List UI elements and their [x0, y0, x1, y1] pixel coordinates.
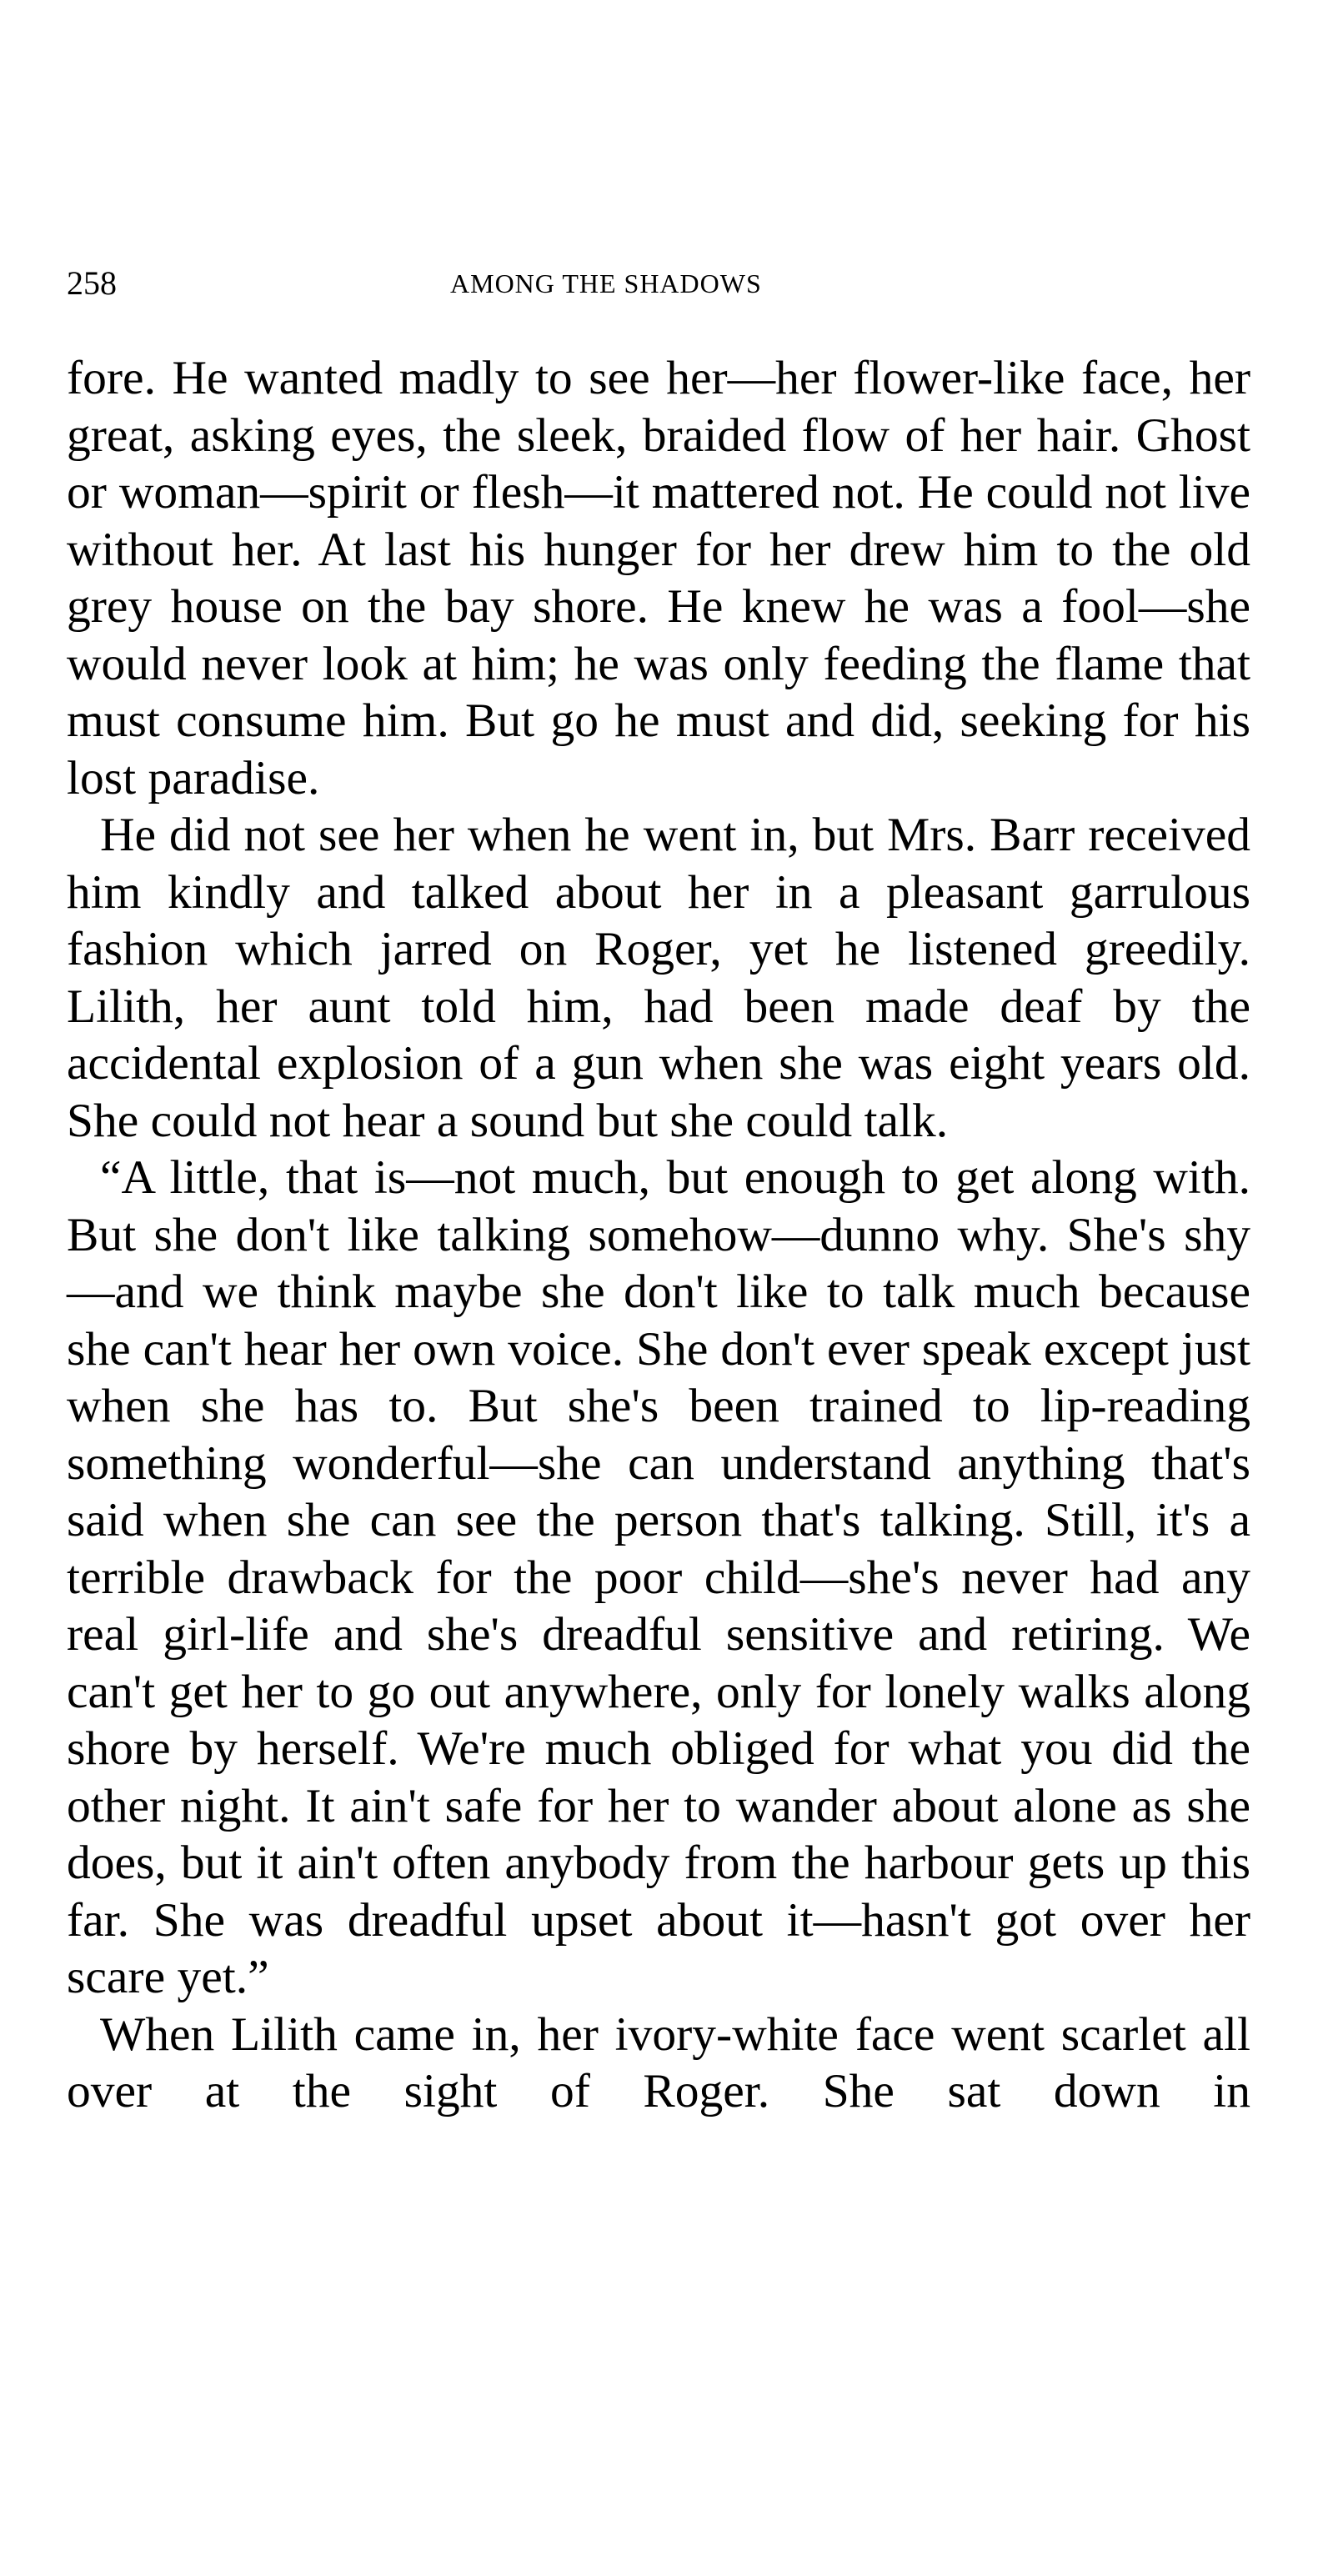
- paragraph-1: fore. He wanted madly to see her—her flower-like face, her great, asking eyes, the sleek, braided flow of her hair. Ghost or woman—spirit or flesh—it mattered not. He could not live without her. At last his hunger for her drew him to the old grey house on the bay shore. He knew he was a fool—she would never look at him; he was only feeding the flame that must consume him. But go he must and did, seeking for his lost paradise.: [67, 352, 1250, 804]
- running-title: AMONG THE SHADOWS: [450, 268, 762, 298]
- paragraph-2: He did not see her when he went in, but Mrs. Barr received him kindly and talked about her in a pleasant garrulous fashion which jarred on Roger, yet he listened greedily. Lilith, her aunt told him, had been made deaf by the accidental explosion of a gun when she was eight years old. She could not hear a sound but she could talk.: [67, 809, 1250, 1147]
- paragraph-4: When Lilith came in, her ivory-white face went scarlet all over at the sight of Roger. She sat down in: [67, 2007, 1250, 2117]
- page-number: 258: [67, 264, 117, 302]
- body-text: [67, 350, 1250, 2121]
- paragraph-3: “A little, that is—not much, but enough to get along with. But she don't like talking somehow—dunno why. She's shy—and we think maybe she don't like to talk much because she can't hear her own voice. She don't ever speak except just when she has to. But she's been trained to lip-reading something wonderful—she can understand anything that's said when she can see the person that's talking. Still, it's a terrible drawback for the poor child—she's never had any real girl-life and she's dreadful sensitive and retiring. We can't get her to go out anywhere, only for lonely walks along shore by herself. We're much obliged for what you did the other night. It ain't safe for her to wander about alone as she does, but it ain't often anybody from the harbour gets up this far. She was dreadful upset about it—hasn't got over her scare yet.”: [67, 1151, 1250, 2003]
- running-head: [67, 258, 1250, 308]
